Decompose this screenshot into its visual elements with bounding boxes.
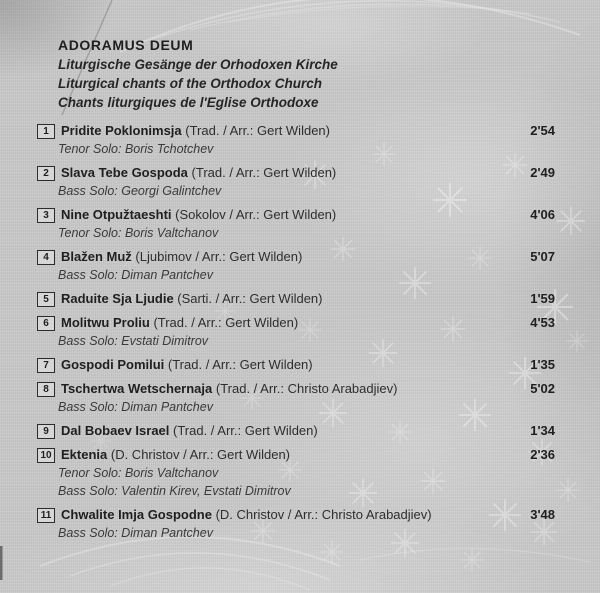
- track-duration: 2'49: [530, 165, 555, 180]
- track-title: Raduite Sja Ljudie: [61, 291, 174, 306]
- track-solo-credit: Tenor Solo: Boris Valtchanov: [58, 466, 219, 480]
- track-row: [37, 446, 555, 500]
- track-title-line: [37, 206, 555, 224]
- track-credit: (Trad. / Arr.: Gert Wilden): [164, 357, 313, 372]
- track-title-line: [37, 446, 555, 464]
- track-title-line: [37, 380, 555, 398]
- album-subtitle-german: Liturgische Gesänge der Orhodoxen Kirche: [58, 57, 338, 72]
- track-credit: (Trad. / Arr.: Gert Wilden): [181, 123, 330, 138]
- track-credit: (Trad. / Arr.: Gert Wilden): [187, 165, 337, 180]
- track-solo-credit: Bass Solo: Diman Pantchev: [58, 268, 213, 282]
- track-title-line: [37, 422, 555, 440]
- track-row: [37, 290, 555, 308]
- track-number-box: 8: [37, 382, 55, 397]
- track-title-line: [37, 164, 555, 182]
- track-solo-credit: Bass Solo: Georgi Galintchev: [58, 184, 222, 198]
- track-solo-credit: Tenor Solo: Boris Valtchanov: [58, 226, 219, 240]
- track-credit: (D. Christov / Arr.: Christo Arabadjiev): [211, 507, 432, 522]
- track-title: Dal Bobaev Israel: [61, 423, 170, 438]
- track-row: [37, 380, 555, 416]
- track-credit: (Trad. / Arr.: Gert Wilden): [149, 315, 299, 330]
- track-solo-credit: Bass Solo: Diman Pantchev: [58, 400, 213, 414]
- track-list: [37, 122, 555, 542]
- track-credit: (D. Christov / Arr.: Gert Wilden): [107, 447, 291, 462]
- album-title: ADORAMUS DEUM: [58, 37, 194, 53]
- track-row: [37, 506, 555, 542]
- track-title: Molitwu Proliu: [61, 315, 150, 330]
- track-row: [37, 206, 555, 242]
- track-row: [37, 356, 555, 374]
- track-number-box: 7: [37, 358, 55, 373]
- track-duration: 2'54: [530, 123, 555, 138]
- track-solo-credit: Bass Solo: Diman Pantchev: [58, 526, 213, 540]
- track-credit: (Trad. / Arr.: Gert Wilden): [169, 423, 318, 438]
- track-title-line: [37, 314, 555, 332]
- track-title: Tschertwa Wetschernaja: [61, 381, 213, 396]
- track-duration: 1'35: [530, 357, 555, 372]
- track-duration: 3'48: [530, 507, 555, 522]
- track-title-line: [37, 248, 555, 266]
- track-row: [37, 164, 555, 200]
- track-number-box: 1: [37, 124, 55, 139]
- track-number-box: 11: [37, 508, 55, 523]
- track-duration: 5'07: [530, 249, 555, 264]
- track-title-line: [37, 506, 555, 524]
- track-duration: 4'06: [530, 207, 555, 222]
- track-number-box: 10: [37, 448, 55, 463]
- track-credit: (Sarti. / Arr.: Gert Wilden): [173, 291, 323, 306]
- track-number-box: 5: [37, 292, 55, 307]
- track-duration: 4'53: [530, 315, 555, 330]
- track-title: Gospodi Pomilui: [61, 357, 165, 372]
- album-header: [58, 36, 555, 112]
- track-row: [37, 314, 555, 350]
- track-number-box: 9: [37, 424, 55, 439]
- track-credit: (Sokolov / Arr.: Gert Wilden): [171, 207, 337, 222]
- track-credit: (Ljubimov / Arr.: Gert Wilden): [131, 249, 303, 264]
- track-duration: 1'59: [530, 291, 555, 306]
- track-duration: 5'02: [530, 381, 555, 396]
- track-solo-credit: Bass Solo: Evstati Dimitrov: [58, 334, 209, 348]
- track-title-line: [37, 290, 555, 308]
- track-row: [37, 422, 555, 440]
- track-number-box: 6: [37, 316, 55, 331]
- track-solo-credit: Tenor Solo: Boris Tchotchev: [58, 142, 214, 156]
- track-title-line: [37, 356, 555, 374]
- track-title: Nine Otpužtaeshti: [61, 207, 172, 222]
- track-row: [37, 248, 555, 284]
- track-title: Ektenia: [61, 447, 108, 462]
- track-title: Slava Tebe Gospoda: [61, 165, 188, 180]
- track-number-box: 4: [37, 250, 55, 265]
- track-number-box: 3: [37, 208, 55, 223]
- track-credit: (Trad. / Arr.: Christo Arabadjiev): [212, 381, 398, 396]
- album-subtitle-english: Liturgical chants of the Orthodox Church: [58, 76, 323, 91]
- album-subtitle-french: Chants liturgiques de l'Eglise Orthodoxe: [58, 95, 319, 110]
- track-duration: 1'34: [530, 423, 555, 438]
- track-row: [37, 122, 555, 158]
- track-title: Chwalite Imja Gospodne: [61, 507, 212, 522]
- track-title: Blažen Muž: [61, 249, 132, 264]
- track-title: Pridite Poklonimsja: [61, 123, 182, 138]
- track-solo-credit: Bass Solo: Valentin Kirev, Evstati Dimitrov: [58, 484, 291, 498]
- track-number-box: 2: [37, 166, 55, 181]
- track-duration: 2'36: [530, 447, 555, 462]
- track-title-line: [37, 122, 555, 140]
